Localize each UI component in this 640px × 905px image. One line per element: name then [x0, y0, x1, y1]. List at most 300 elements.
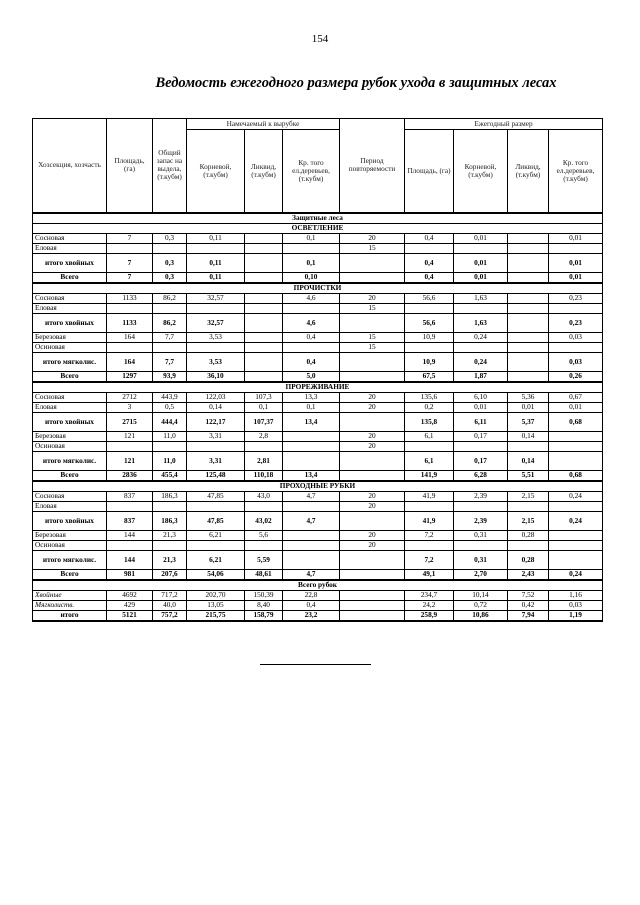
table-cell: [245, 332, 283, 342]
row-label: Осиновая: [33, 342, 107, 352]
table-cell: 0,11: [187, 253, 245, 272]
table-cell: 0,4: [283, 352, 340, 371]
table-cell: 0,3: [153, 272, 187, 283]
table-cell: [549, 530, 603, 540]
table-cell: [549, 451, 603, 470]
row-label: итого: [33, 610, 107, 621]
table-cell: [107, 243, 153, 253]
table-cell: [245, 540, 283, 550]
table-cell: [340, 600, 405, 610]
table-cell: [187, 243, 245, 253]
table-cell: [405, 501, 454, 511]
row-label: Осиновая: [33, 441, 107, 451]
table-cell: 6,28: [454, 470, 508, 481]
table-cell: 0,03: [549, 332, 603, 342]
table-cell: 48,61: [245, 569, 283, 580]
table-cell: 0,1: [283, 402, 340, 412]
table-cell: 158,79: [245, 610, 283, 621]
table-cell: [454, 243, 508, 253]
table-cell: [340, 511, 405, 530]
table-cell: 0,67: [549, 392, 603, 402]
table-cell: 1,63: [454, 293, 508, 303]
row-label: Всего: [33, 371, 107, 382]
table-cell: 41,9: [405, 491, 454, 501]
header-annual-business: Кр. того ел.деревьев, (т.кубм): [549, 130, 603, 213]
table-cell: 144: [107, 530, 153, 540]
total-row: [33, 352, 603, 371]
table-cell: 20: [340, 491, 405, 501]
table-cell: 20: [340, 402, 405, 412]
total-row: [33, 313, 603, 332]
table-cell: 135,6: [405, 392, 454, 402]
table-cell: 20: [340, 540, 405, 550]
table-cell: 6,10: [454, 392, 508, 402]
section-header-row: [33, 223, 603, 233]
table-cell: [107, 501, 153, 511]
header-area: Площадь, (га): [107, 119, 153, 213]
table-cell: 32,57: [187, 293, 245, 303]
table-cell: 0,31: [454, 530, 508, 540]
table-cell: [283, 243, 340, 253]
table-cell: 4,7: [283, 511, 340, 530]
table-cell: 5,6: [245, 530, 283, 540]
row-label: Хвойные: [33, 590, 107, 600]
row-label: Сосновая: [33, 233, 107, 243]
table-cell: [187, 303, 245, 313]
header-planned-business: Кр. того ел.деревьев, (т.кубм): [283, 130, 340, 213]
table-cell: 0,24: [454, 332, 508, 342]
table-cell: 13,4: [283, 470, 340, 481]
row-label: Сосновая: [33, 293, 107, 303]
table-header: [33, 119, 603, 213]
header-annual-area: Площадь, (га): [405, 130, 454, 213]
table-cell: 3,31: [187, 431, 245, 441]
table-cell: 0,4: [283, 600, 340, 610]
table-cell: 0,24: [549, 491, 603, 501]
table-cell: 2,70: [454, 569, 508, 580]
row-label: Сосновая: [33, 491, 107, 501]
table-cell: [283, 501, 340, 511]
table-cell: 5,0: [283, 371, 340, 382]
section-title: ПРОРЕЖИВАНИЕ: [33, 382, 603, 393]
table-cell: [405, 441, 454, 451]
table-cell: 10,14: [454, 590, 508, 600]
table-cell: [340, 313, 405, 332]
table-cell: [340, 253, 405, 272]
table-cell: 107,3: [245, 392, 283, 402]
table-cell: 121: [107, 431, 153, 441]
table-cell: [508, 441, 549, 451]
table-cell: 0,28: [508, 550, 549, 569]
table-cell: 2,43: [508, 569, 549, 580]
table-row: [33, 600, 603, 610]
table-row: [33, 303, 603, 313]
table-row: [33, 342, 603, 352]
table-cell: 122,03: [187, 392, 245, 402]
table-cell: 11,0: [153, 431, 187, 441]
table-cell: 0,5: [153, 402, 187, 412]
table-cell: [405, 243, 454, 253]
table-cell: [549, 243, 603, 253]
table-cell: [283, 431, 340, 441]
table-cell: 0,14: [187, 402, 245, 412]
table-row: [33, 530, 603, 540]
table-cell: 837: [107, 511, 153, 530]
table-cell: 2,39: [454, 511, 508, 530]
table-cell: 56,6: [405, 313, 454, 332]
table-cell: 0,68: [549, 470, 603, 481]
table-cell: 15: [340, 303, 405, 313]
table-cell: [340, 371, 405, 382]
table-cell: 1297: [107, 371, 153, 382]
table-cell: [283, 530, 340, 540]
table-cell: 24,2: [405, 600, 454, 610]
table-cell: [245, 303, 283, 313]
row-label: Сосновая: [33, 392, 107, 402]
table-cell: 1133: [107, 313, 153, 332]
table-cell: 0,1: [245, 402, 283, 412]
table-cell: 0,14: [508, 451, 549, 470]
table-cell: 122,17: [187, 412, 245, 431]
table-cell: 86,2: [153, 293, 187, 303]
table-row: [33, 243, 603, 253]
row-label: Еловая: [33, 303, 107, 313]
table-cell: [508, 540, 549, 550]
table-cell: 20: [340, 392, 405, 402]
table-cell: 0,4: [283, 332, 340, 342]
table-cell: [340, 451, 405, 470]
main-section-row: [33, 213, 603, 224]
header-annual-liquid: Ликвид, (т.кубм): [508, 130, 549, 213]
table-cell: 0,24: [549, 511, 603, 530]
table-cell: 0,01: [454, 233, 508, 243]
table-cell: [549, 540, 603, 550]
table-cell: 21,3: [153, 550, 187, 569]
table-cell: [340, 412, 405, 431]
table-cell: 5,59: [245, 550, 283, 569]
table-cell: 455,4: [153, 470, 187, 481]
table-cell: 40,0: [153, 600, 187, 610]
total-row: [33, 272, 603, 283]
table-cell: 2712: [107, 392, 153, 402]
footer-rule: [260, 664, 371, 665]
table-cell: 135,8: [405, 412, 454, 431]
table-cell: 15: [340, 243, 405, 253]
row-label: Всего: [33, 272, 107, 283]
table-cell: [508, 233, 549, 243]
table-cell: 47,85: [187, 491, 245, 501]
table-cell: 444,4: [153, 412, 187, 431]
header-planned-group: Намечаемый к вырубке: [187, 119, 340, 130]
table-cell: 0,24: [549, 569, 603, 580]
table-cell: [153, 342, 187, 352]
table-cell: 2,81: [245, 451, 283, 470]
table-cell: 2715: [107, 412, 153, 431]
table-cell: [549, 431, 603, 441]
total-row: [33, 253, 603, 272]
table-row: [33, 233, 603, 243]
table-cell: [508, 253, 549, 272]
total-row: [33, 371, 603, 382]
table-cell: 144: [107, 550, 153, 569]
table-cell: 11,0: [153, 451, 187, 470]
table-cell: [245, 293, 283, 303]
table-cell: 5,51: [508, 470, 549, 481]
row-label: итого мягколис.: [33, 352, 107, 371]
table-cell: 4,6: [283, 313, 340, 332]
table-cell: [107, 303, 153, 313]
row-label: итого мягколис.: [33, 451, 107, 470]
header-annual-group: Ежегодный размер: [405, 119, 603, 130]
table-cell: 234,7: [405, 590, 454, 600]
table-cell: [245, 272, 283, 283]
table-cell: 0,17: [454, 451, 508, 470]
table-cell: 13,05: [187, 600, 245, 610]
table-cell: 6,1: [405, 451, 454, 470]
table-cell: 67,5: [405, 371, 454, 382]
table-cell: [508, 243, 549, 253]
main-section-label: Защитные леса: [33, 213, 603, 224]
table-cell: [245, 501, 283, 511]
table-cell: [340, 610, 405, 621]
table-cell: 7,7: [153, 352, 187, 371]
table-cell: 47,85: [187, 511, 245, 530]
table-cell: [340, 590, 405, 600]
table-cell: [245, 233, 283, 243]
table-cell: [187, 441, 245, 451]
table-cell: [283, 342, 340, 352]
table-cell: 49,1: [405, 569, 454, 580]
table-cell: 3,53: [187, 332, 245, 342]
table-cell: [340, 272, 405, 283]
row-label: итого мягколис.: [33, 550, 107, 569]
table-cell: 2,39: [454, 491, 508, 501]
section-title: ПРОЧИСТКИ: [33, 283, 603, 294]
table-cell: [245, 243, 283, 253]
table-row: [33, 392, 603, 402]
table-cell: [107, 342, 153, 352]
table-cell: 186,3: [153, 511, 187, 530]
table-cell: [405, 540, 454, 550]
table-cell: [107, 441, 153, 451]
row-label: итого хвойных: [33, 313, 107, 332]
table-cell: [508, 352, 549, 371]
table-cell: 164: [107, 352, 153, 371]
table-cell: 6,21: [187, 550, 245, 569]
total-row: [33, 550, 603, 569]
table-cell: [245, 342, 283, 352]
table-cell: [508, 303, 549, 313]
table-cell: 15: [340, 332, 405, 342]
table-cell: 0,01: [508, 402, 549, 412]
table-cell: 0,11: [187, 272, 245, 283]
table-cell: [340, 569, 405, 580]
table-cell: [245, 253, 283, 272]
table-cell: [245, 441, 283, 451]
table-cell: 54,06: [187, 569, 245, 580]
section-header-row: [33, 580, 603, 591]
table-cell: 0,01: [549, 402, 603, 412]
table-cell: [245, 371, 283, 382]
table-cell: [283, 550, 340, 569]
table-cell: 6,1: [405, 431, 454, 441]
table-cell: 21,3: [153, 530, 187, 540]
table-cell: 0,24: [454, 352, 508, 371]
table-cell: 0,03: [549, 600, 603, 610]
table-cell: [153, 540, 187, 550]
table-cell: 0,4: [405, 253, 454, 272]
table-cell: 41,9: [405, 511, 454, 530]
total-row: [33, 610, 603, 621]
document-title: Ведомость ежегодного размера рубок ухода в защитных лесах: [155, 75, 557, 91]
table-cell: [340, 550, 405, 569]
header-stock: Общий запас на выдела, (т.кубм): [153, 119, 187, 213]
table-cell: 15: [340, 342, 405, 352]
table-cell: 0,72: [454, 600, 508, 610]
table-cell: 0,4: [405, 272, 454, 283]
table-row: [33, 441, 603, 451]
table-cell: 36,10: [187, 371, 245, 382]
table-cell: 121: [107, 451, 153, 470]
table-cell: 0,1: [283, 253, 340, 272]
table-cell: 7,52: [508, 590, 549, 600]
table-cell: 757,2: [153, 610, 187, 621]
table-cell: 3: [107, 402, 153, 412]
table-cell: 0,26: [549, 371, 603, 382]
table-cell: [454, 501, 508, 511]
table-cell: [454, 540, 508, 550]
table-row: [33, 501, 603, 511]
table-cell: [549, 342, 603, 352]
table-cell: 443,9: [153, 392, 187, 402]
table-cell: 207,6: [153, 569, 187, 580]
row-label: Еловая: [33, 402, 107, 412]
table-cell: 1,16: [549, 590, 603, 600]
row-label: Мягколиств.: [33, 600, 107, 610]
table-cell: 0,23: [549, 313, 603, 332]
table-cell: 141,9: [405, 470, 454, 481]
table-cell: 3,53: [187, 352, 245, 371]
table-row: [33, 491, 603, 501]
table-row: [33, 402, 603, 412]
header-period: Период повторяемости: [340, 119, 405, 213]
table-cell: [283, 451, 340, 470]
section-title: ОСВЕТЛЕНИЕ: [33, 223, 603, 233]
table-cell: 43,0: [245, 491, 283, 501]
table-cell: 22,8: [283, 590, 340, 600]
section-header-row: [33, 283, 603, 294]
total-row: [33, 451, 603, 470]
table-cell: 0,31: [454, 550, 508, 569]
table-cell: [454, 303, 508, 313]
table-cell: 7,2: [405, 530, 454, 540]
table-cell: [508, 371, 549, 382]
table-cell: [283, 540, 340, 550]
table-cell: [454, 441, 508, 451]
table-cell: 86,2: [153, 313, 187, 332]
row-label: Березовая: [33, 530, 107, 540]
table-cell: 4,7: [283, 491, 340, 501]
table-cell: 7: [107, 233, 153, 243]
table-cell: 0,1: [283, 233, 340, 243]
table-cell: [153, 501, 187, 511]
table-cell: 7,2: [405, 550, 454, 569]
row-label: Березовая: [33, 431, 107, 441]
table-cell: 164: [107, 332, 153, 342]
table-cell: 1133: [107, 293, 153, 303]
table-cell: 8,40: [245, 600, 283, 610]
table-cell: [508, 342, 549, 352]
table-cell: 0,4: [405, 233, 454, 243]
table-cell: [245, 313, 283, 332]
table-cell: 0,68: [549, 412, 603, 431]
header-planned-root: Корневой, (т.кубм): [187, 130, 245, 213]
section-header-row: [33, 481, 603, 492]
table-row: [33, 332, 603, 342]
table-cell: 20: [340, 293, 405, 303]
table-cell: 258,9: [405, 610, 454, 621]
table-cell: 20: [340, 441, 405, 451]
table-cell: 0,3: [153, 233, 187, 243]
table-cell: 125,48: [187, 470, 245, 481]
page-number: 154: [311, 33, 329, 45]
section-header-row: [33, 382, 603, 393]
table-cell: 0,01: [549, 253, 603, 272]
table-cell: [245, 352, 283, 371]
table-cell: 32,57: [187, 313, 245, 332]
table-cell: 43,02: [245, 511, 283, 530]
table-cell: 20: [340, 233, 405, 243]
total-row: [33, 569, 603, 580]
table-body: [33, 213, 603, 621]
table-cell: 110,18: [245, 470, 283, 481]
table-row: [33, 590, 603, 600]
table-cell: [187, 501, 245, 511]
table-cell: 981: [107, 569, 153, 580]
header-section: Хозсекция, хозчасть: [33, 119, 107, 213]
row-label: Всего: [33, 569, 107, 580]
total-row: [33, 470, 603, 481]
table-cell: 186,3: [153, 491, 187, 501]
table-cell: 56,6: [405, 293, 454, 303]
table-cell: 1,63: [454, 313, 508, 332]
table-cell: 0,42: [508, 600, 549, 610]
table-cell: [283, 303, 340, 313]
table-cell: 7,7: [153, 332, 187, 342]
table-cell: [340, 470, 405, 481]
table-cell: 2,15: [508, 511, 549, 530]
table-cell: 5,36: [508, 392, 549, 402]
table-cell: 7,94: [508, 610, 549, 621]
table-cell: [549, 303, 603, 313]
table-cell: 20: [340, 501, 405, 511]
table-cell: 10,9: [405, 352, 454, 371]
table-cell: 7: [107, 253, 153, 272]
table-cell: 0,01: [454, 272, 508, 283]
row-label: итого хвойных: [33, 511, 107, 530]
table-cell: [549, 441, 603, 451]
table-cell: 3,31: [187, 451, 245, 470]
section-title: ПРОХОДНЫЕ РУБКИ: [33, 481, 603, 492]
table-cell: 0,03: [549, 352, 603, 371]
row-label: Осиновая: [33, 540, 107, 550]
table-cell: 429: [107, 600, 153, 610]
table-cell: [107, 540, 153, 550]
row-label: Всего: [33, 470, 107, 481]
total-row: [33, 412, 603, 431]
table-cell: [283, 441, 340, 451]
table-cell: [340, 352, 405, 371]
